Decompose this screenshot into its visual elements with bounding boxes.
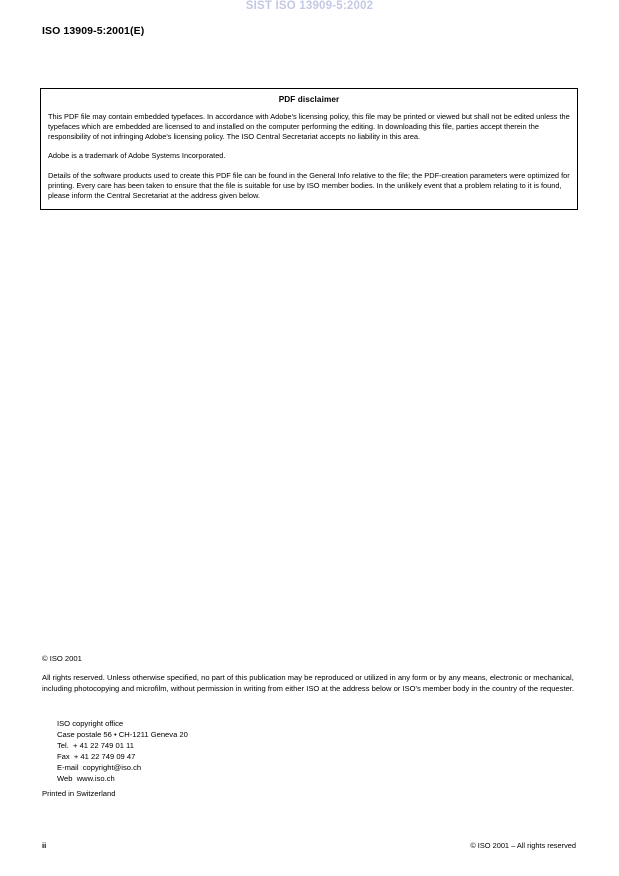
document-reference-header: ISO 13909-5:2001(E) (42, 25, 145, 37)
address-office-name: ISO copyright office (57, 719, 124, 728)
address-postal-line: Case postale 56 • CH-1211 Geneva 20 (57, 730, 188, 739)
copyright-year-line: © ISO 2001 (42, 654, 82, 663)
page-footer (42, 841, 576, 850)
disclaimer-paragraph-1: This PDF file may contain embedded typefaces. In accordance with Adobe's licensing policy, this file may be printed or viewed but shall not be edited unless the typefaces which are embedded are licensed to and installed on the computer performing the editing. In downloading this file, parties accept therein the responsibility of not infringing Adobe's licensing policy. The ISO Central Secretariat accepts no liability in this area. (48, 112, 570, 142)
footer-rights-note: © ISO 2001 – All rights reserved (470, 841, 576, 850)
address-fax: Fax + 41 22 749 09 47 (57, 752, 136, 761)
all-rights-reserved-statement: All rights reserved. Unless otherwise specified, no part of this publication may be reproduced or utilized in any form or by any means, electronic or mechanical, including photocopying and microfilm, without permission in writing from either ISO at the address below or ISO's member body in the country of the requester. (42, 673, 575, 693)
standard-watermark: SIST ISO 13909-5:2002 (245, 0, 374, 12)
address-email: E-mail copyright@iso.ch (57, 763, 142, 772)
footer-page-number: ii (42, 841, 47, 850)
iso-copyright-office-address (57, 718, 188, 784)
disclaimer-paragraph-3: Details of the software products used to create this PDF file can be found in the General Info relative to the file; the PDF-creation parameters were optimized for printing. Every care has been taken to ensure that the file is suitable for use by ISO member bodies. In the unlikely event that a problem relating to it is found, please inform the Central Secretariat at the address given below. (48, 170, 570, 200)
printed-in-line: Printed in Switzerland (42, 789, 116, 798)
address-telephone: Tel. + 41 22 749 01 11 (57, 741, 134, 750)
pdf-disclaimer-title: PDF disclaimer (278, 95, 340, 104)
address-website: Web www.iso.ch (57, 774, 115, 783)
pdf-disclaimer-box (40, 88, 578, 210)
disclaimer-paragraph-2: Adobe is a trademark of Adobe Systems Incorporated. (48, 151, 226, 161)
